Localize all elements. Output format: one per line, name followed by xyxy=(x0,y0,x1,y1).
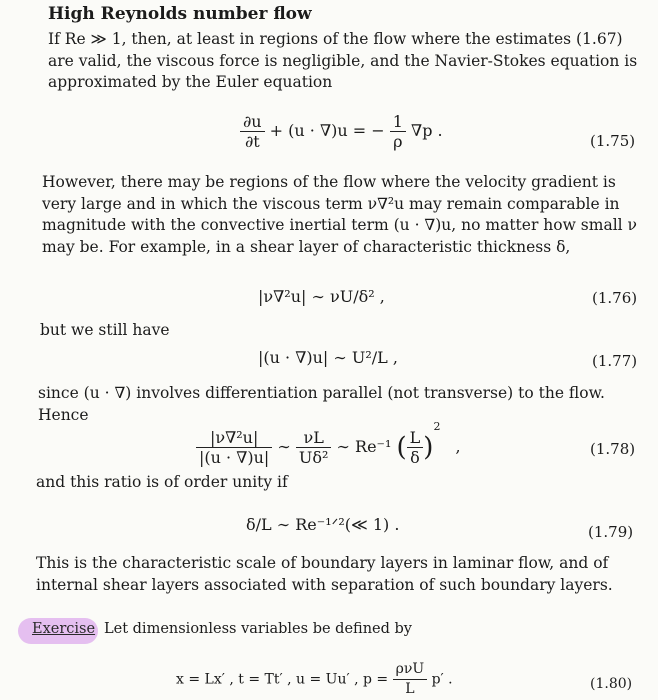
paragraph-intro xyxy=(48,29,648,94)
paragraph-boundary-layers xyxy=(36,553,648,596)
fraction-rho-nu-U-over-L: $\frac{\text{ρνU}}{L}$ xyxy=(393,660,428,699)
section-heading: High Reynolds number flow xyxy=(48,4,312,24)
fraction-nuL-over-Udelta: $\frac{\nu L}{\text{Uδ²}}$ xyxy=(296,428,332,467)
equation-number: (1.75) xyxy=(590,132,636,150)
text-line: since (u · ∇) involves differentiation parallel (not transverse) to the flow. xyxy=(38,384,605,402)
exercise-text: Let dimensionless variables be defined by xyxy=(104,621,412,637)
equation-1-75: $\frac{\partial u}{\partial t}$ + (u · ∇)u = − $\frac{1}{\rho}$ ∇p . xyxy=(240,112,443,151)
text-line: approximated by the Euler equation xyxy=(48,73,333,91)
paragraph-shear xyxy=(42,172,648,258)
equation-number: (1.80) xyxy=(590,676,633,692)
text-line: and this ratio is of order unity if xyxy=(36,473,288,491)
fraction-one-over-rho: $\frac{1}{\rho}$ xyxy=(390,112,406,151)
equation-1-80: x = Lx′ , t = Tt′ , u = Uu′ , p = $\frac{\text{ρνU}}{L}$ p′ . xyxy=(176,661,453,697)
exercise-label: Exercise xyxy=(32,621,96,637)
text-line: very large and in which the viscous term ν∇²u may remain comparable in xyxy=(42,194,620,213)
equation-1-77: |(u · ∇)u| ∼ U²/L , xyxy=(258,348,398,367)
equation-number: (1.77) xyxy=(592,352,638,370)
text-line: internal shear layers associated with separation of such boundary layers. xyxy=(36,575,613,594)
equation-number: (1.78) xyxy=(590,440,636,458)
text-line: but we still have xyxy=(40,321,170,339)
equation-1-79: δ/L ∼ Re⁻¹ᐟ²(≪ 1) . xyxy=(246,515,400,534)
text-line: This is the characteristic scale of boundary layers in laminar flow, and of xyxy=(36,554,609,572)
fraction-du-dt: $\frac{\partial u}{\partial t}$ xyxy=(240,112,265,151)
text-line: are valid, the viscous force is negligible, and the Navier-Stokes equation is xyxy=(48,51,638,70)
text-line: If Re ≫ 1, then, at least in regions of the flow where the estimates (1.67) xyxy=(48,30,623,48)
equation-1-76: |ν∇²u| ∼ νU/δ² , xyxy=(258,287,385,306)
equation-1-78: $\frac{\text{|ν∇²u|}}{|(u \cdot \nabla)u|}$ ∼ $\frac{\nu L}{\text{Uδ²}}$ ∼ Re⁻¹ ( $\frac{L}{\delta}$ )$^2$ , xyxy=(196,420,461,467)
fraction-viscous-over-inertial: $\frac{\text{|ν∇²u|}}{|(u \cdot \nabla)u|}$ xyxy=(196,428,272,467)
text-line: However, there may be regions of the flow where the velocity gradient is xyxy=(42,173,616,191)
equation-number: (1.76) xyxy=(592,289,638,307)
exercise-highlight xyxy=(18,618,98,644)
fraction-L-over-delta: $\frac{L}{\delta}$ xyxy=(407,428,424,467)
text-line: magnitude with the convective inertial term (u · ∇)u, no matter how small ν xyxy=(42,216,637,234)
text-line: Hence xyxy=(38,405,89,424)
text-line: may be. For example, in a shear layer of characteristic thickness δ, xyxy=(42,237,571,256)
equation-number: (1.79) xyxy=(588,523,634,541)
